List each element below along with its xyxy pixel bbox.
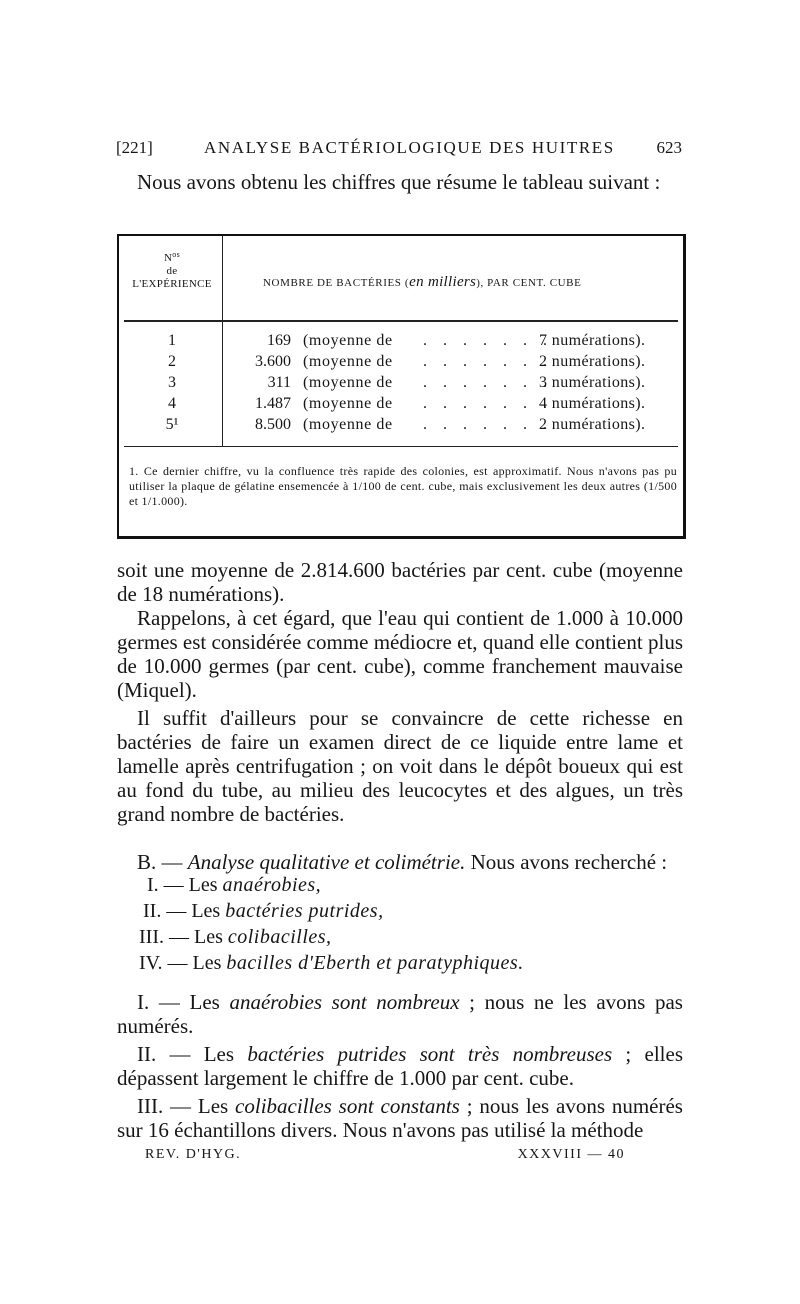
- list-item-num: III. — Les: [139, 926, 228, 948]
- col2-suffix: ), PAR CENT. CUBE: [476, 277, 582, 289]
- row-value: 3.600: [255, 353, 291, 370]
- row-label: (moyenne de: [303, 374, 393, 391]
- para-i-num: I. — Les: [137, 990, 230, 1014]
- paragraph-moyenne: soit une moyenne de 2.814.600 bactéries par cent. cube (moyenne de 18 numérations).: [117, 558, 683, 606]
- running-header: [116, 138, 682, 164]
- paragraph-rappelons: Rappelons, à cet égard, que l'eau qui contient de 1.000 à 10.000 germes est considérée comme médiocre et, quand elle contient plus de 10.000 germes (par cent. cube), comme franchement mauvaise (Miquel).: [117, 606, 683, 702]
- para-ii-rest: ; elles dépassent largement le chiffre de 1.000 par cent. cube.: [117, 1042, 683, 1090]
- list-item: [133, 924, 673, 950]
- table-footnote: 1. Ce dernier chiffre, vu la confluence très rapide des colonies, est approximatif. Nous n'avons pas pu utiliser la plaque de gélatine ensemencée à 1/100 de cent. cube, mais exclusivement les deux autres (1/500 et 1/1.000).: [129, 464, 677, 508]
- col1-line2: de: [166, 265, 178, 277]
- list-item: [133, 950, 673, 976]
- row-value: 1.487: [255, 395, 291, 412]
- list-item-text: bacilles d'Eberth et paratyphiques.: [226, 952, 524, 974]
- list-item-num: II. — Les: [143, 900, 226, 922]
- row-value: 8.500: [255, 416, 291, 433]
- paragraph-colibacilles: [117, 1094, 683, 1142]
- col2-prefix: NOMBRE DE BACTÉRIES (: [263, 277, 410, 289]
- row-dots: . . . . . . .: [423, 374, 553, 391]
- row-number: 2: [168, 353, 176, 370]
- list-item-num: I. — Les: [147, 874, 223, 896]
- row-number: 4: [168, 395, 176, 412]
- para-i-rest: ; nous ne les avons pas numérés.: [117, 990, 683, 1038]
- research-list: [133, 872, 673, 976]
- paragraph-suffit: Il suffit d'ailleurs pour se convaincre de cette richesse en bactéries de faire un examen direct de ce liquide entre lame et lamelle après centrifugation ; on voit dans le dépôt boueux qui est au fond du tube, au milieu des leucocytes et des algues, un très grand nombre de bactéries.: [117, 706, 683, 826]
- section-b-rest: Nous avons recherché :: [465, 850, 668, 874]
- row-count: 7 numérations).: [539, 332, 646, 349]
- para-iii-rest: ; nous les avons numérés sur 16 échantillons divers. Nous n'avons pas utilisé la méthode: [117, 1094, 683, 1142]
- col1-sup: os: [172, 250, 180, 259]
- footnote-rule: [124, 446, 678, 447]
- para-ii-italic: bactéries putrides sont très nombreuses: [247, 1042, 613, 1066]
- list-item-text: bactéries putrides,: [225, 900, 384, 922]
- para-iii-num: III. — Les: [137, 1094, 236, 1118]
- paragraph-anaerobies: [117, 990, 683, 1038]
- row-value: 169: [267, 332, 291, 349]
- paragraph-putrides: [117, 1042, 683, 1090]
- para-iii-italic: colibacilles sont constants: [235, 1094, 460, 1118]
- list-item-text: anaérobies,: [222, 874, 322, 896]
- col2-italic: en milliers: [409, 274, 477, 290]
- row-number: 3: [168, 374, 176, 391]
- page-number: 623: [656, 138, 682, 157]
- para-ii-num: II. — Les: [137, 1042, 248, 1066]
- column-header-bacteria: [263, 274, 581, 291]
- row-count: 2 numérations).: [539, 416, 646, 433]
- row-label: (moyenne de: [303, 353, 393, 370]
- page-reference: [221]: [116, 138, 153, 157]
- list-item-num: IV. — Les: [139, 952, 227, 974]
- row-number: 5¹: [165, 416, 179, 433]
- row-value: 311: [267, 374, 291, 391]
- section-b-title: Analyse qualitative et colimétrie.: [187, 850, 466, 874]
- row-dots: . . . . . . .: [423, 353, 553, 370]
- para-i-italic: anaérobies sont nombreux: [229, 990, 460, 1014]
- row-count: 4 numérations).: [539, 395, 646, 412]
- section-b-letter: B. —: [137, 850, 188, 874]
- section-b-heading: [117, 850, 683, 874]
- list-item-text: colibacilles,: [227, 926, 332, 948]
- list-item: [133, 872, 673, 898]
- journal-signature: REV. D'HYG.: [145, 1147, 242, 1162]
- list-item: [133, 898, 673, 924]
- row-label: (moyenne de: [303, 416, 393, 433]
- row-dots: . . . . . . .: [423, 395, 553, 412]
- row-label: (moyenne de: [303, 395, 393, 412]
- running-title: ANALYSE BACTÉRIOLOGIQUE DES HUITRES: [204, 138, 615, 157]
- header-rule: [124, 320, 678, 322]
- volume-signature: XXXVIII — 40: [517, 1147, 625, 1162]
- row-dots: . . . . . . .: [423, 332, 553, 349]
- page-footer: [145, 1147, 625, 1169]
- row-label: (moyenne de: [303, 332, 393, 349]
- intro-paragraph: Nous avons obtenu les chiffres que résume le tableau suivant :: [137, 170, 661, 194]
- column-header-experience: [121, 248, 223, 291]
- row-count: 2 numérations).: [539, 353, 646, 370]
- row-count: 3 numérations).: [539, 374, 646, 391]
- row-dots: . . . . . . .: [423, 416, 553, 433]
- col1-line3: L'EXPÉRIENCE: [132, 278, 212, 290]
- col1-line1: N: [164, 252, 173, 264]
- results-table: [117, 234, 686, 539]
- row-number: 1: [168, 332, 176, 349]
